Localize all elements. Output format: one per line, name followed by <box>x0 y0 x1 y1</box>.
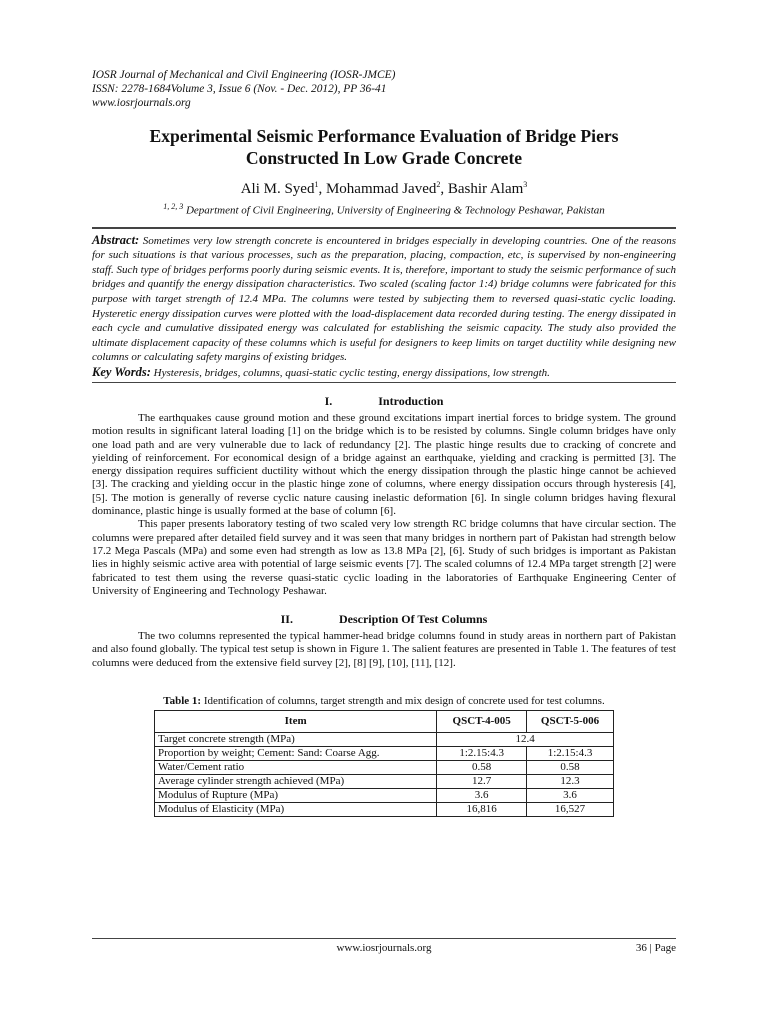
keywords <box>92 365 676 380</box>
affiliation <box>92 200 676 218</box>
footer-rule <box>92 938 676 939</box>
table-row <box>155 789 614 803</box>
table-cell: 3.6 <box>437 789 527 803</box>
abstract-top-rule <box>92 227 676 229</box>
author-2: , Mohammad Javed <box>318 181 437 197</box>
table-header-cell: QSCT-4-005 <box>437 711 527 733</box>
table-row <box>155 775 614 789</box>
paper-page <box>92 68 676 817</box>
footer-site[interactable]: www.iosrjournals.org <box>336 942 432 954</box>
table-cell: Modulus of Elasticity (MPa) <box>155 803 437 817</box>
journal-name: IOSR Journal of Mechanical and Civil Engineering (IOSR-JMCE) <box>92 69 396 81</box>
page-number: 36 | Page <box>635 942 676 954</box>
section-1-body <box>92 412 676 598</box>
author-list <box>92 176 676 198</box>
table-cell: 1:2.15:4.3 <box>437 747 527 761</box>
section-2-paragraph-1: The two columns represented the typical hammer-head bridge columns found in study areas in northern part of Pakistan and also found globally. The typical test setup is shown in Figure 1. The salient features are presented in Table 1. The features of test columns were deduced from the extensive field survey [2], [8] [9], [10], [11], [12]. <box>92 630 676 669</box>
section-2-heading <box>92 612 676 626</box>
table-cell: Water/Cement ratio <box>155 761 437 775</box>
journal-issn: ISSN: 2278-1684Volume 3, Issue 6 (Nov. - Dec. 2012), PP 36-41 <box>92 83 387 95</box>
journal-header <box>92 68 676 110</box>
section-1-paragraph-1: The earthquakes cause ground motion and these ground excitations impart inertial forces to bridge system. The ground motion results in significant lateral loading [1] on the bridge which is to be resisted by columns. Single column bridges have only one load path and are very vulnerable due to lack of redundancy [2]. The plastic hinge results due to cracking of concrete and yielding of reinforcement. For economical design of a bridge against an earthquake, yielding and cracking is permitted [3]. The energy dissipation requires sufficient ductility without which the energy dissipation through the plastic hinge cannot be achieved [3]. The cracking and yielding occur in the plastic hinge zone of columns, where energy dissipation occurs through hysteresis [4], [5]. The motion is generally of reverse cyclic nature causing inelastic deformation [6]. In single column bridges having flexural dominance, plastic hinge is usually formed at the base of column [6]. <box>92 412 676 518</box>
table-header-cell: Item <box>155 711 437 733</box>
table-cell: Proportion by weight; Cement: Sand: Coarse Agg. <box>155 747 437 761</box>
section-1-paragraph-2: This paper presents laboratory testing of two scaled very low strength RC bridge columns that have circular section. The columns were prepared after detailed field survey and it was seen that many bridges in northern part of Pakistan had strength below 17.2 Mega Pascals (MPa) and some even had strength as low as 13.8 MPa [2], [6]. Study of such bridges is important as Pakistan lies in highly seismic active area with potential of large seismic events [7]. The scaled columns of 12.4 MPa target strength [2] were fabricated to test them using the reverse quasi-static cyclic loading in the laboratories of Earthquake Engineering Center of University of Engineering and Technology Peshawar. <box>92 518 676 597</box>
table-cell: Modulus of Rupture (MPa) <box>155 789 437 803</box>
table-row <box>155 803 614 817</box>
author-3: , Bashir Alam <box>440 181 524 197</box>
affiliation-text: Department of Civil Engineering, University of Engineering & Technology Peshawar, Pakistan <box>183 204 605 217</box>
table-header-row <box>155 711 614 733</box>
title-line-1: Experimental Seismic Performance Evaluation of Bridge Piers <box>149 126 619 146</box>
table-cell: 16,527 <box>527 803 614 817</box>
author-2-sup: 2 <box>436 180 441 189</box>
table-1-caption-text: Identification of columns, target strength and mix design of concrete used for test columns. <box>201 695 605 708</box>
section-1-heading <box>92 394 676 408</box>
table-cell: 3.6 <box>527 789 614 803</box>
table-cell: 12.7 <box>437 775 527 789</box>
table-1-caption-label: Table 1: <box>163 695 202 708</box>
paper-title <box>92 125 676 169</box>
author-1-sup: 1 <box>314 180 319 189</box>
abstract-bottom-rule <box>92 382 676 383</box>
abstract-text: Sometimes very low strength concrete is encountered in bridges especially in developing countries. One of the reasons for such situations is that various processes, such as the preparation, placing, compaction, etc, is supervised by non-engineering staff. Such type of bridges performs poorly during seismic events. It is, therefore, important to study the seismic performance of such bridges and quantify the energy dissipation characteristics. Two scaled (scaling factor 1:4) bridge columns were fabricated for this purpose with target strength of 12.4 MPa. The columns were tested by subjecting them to reversed quasi-static cyclic loading. Hysteretic energy dissipation curves were plotted with the load-displacement data recorded during testing. The energy dissipated in each cycle and cumulative dissipated energy was calculated for establishing the seismic capacity. The study also provided the ultimate displacement capacity of these columns which is useful for designers to keep limits on target ductility while designing new columns or calculating safety margins of existing bridges. <box>92 234 676 364</box>
table-row <box>155 733 614 747</box>
section-2-body <box>92 630 676 670</box>
section-1-title: Introduction <box>378 394 444 408</box>
table-header-cell: QSCT-5-006 <box>527 711 614 733</box>
title-line-2: Constructed In Low Grade Concrete <box>245 148 523 168</box>
section-2-title: Description Of Test Columns <box>338 612 488 627</box>
abstract-label: Abstract: <box>92 232 140 247</box>
table-row <box>155 761 614 775</box>
table-cell: Average cylinder strength achieved (MPa) <box>155 775 437 789</box>
affiliation-sup: 1, 2, 3 <box>163 202 184 211</box>
table-cell: Target concrete strength (MPa) <box>155 733 437 747</box>
section-1-number: I. <box>324 394 333 408</box>
table-1 <box>154 710 614 817</box>
keywords-text: Hysteresis, bridges, columns, quasi-static cyclic testing, energy dissipations, low strength. <box>150 367 550 379</box>
author-3-sup: 3 <box>523 180 528 189</box>
table-cell: 0.58 <box>527 761 614 775</box>
table-cell: 0.58 <box>437 761 527 775</box>
table-1-caption <box>92 694 676 708</box>
table-cell: 1:2.15:4.3 <box>527 747 614 761</box>
journal-site[interactable]: www.iosrjournals.org <box>92 97 191 109</box>
abstract <box>92 233 676 365</box>
table-cell: 16,816 <box>437 803 527 817</box>
section-2-number: II. <box>280 612 293 627</box>
keywords-label: Key Words: <box>92 365 151 379</box>
table-cell: 12.3 <box>527 775 614 789</box>
table-row <box>155 747 614 761</box>
table-cell: 12.4 <box>437 733 614 747</box>
author-1: Ali M. Syed <box>240 181 315 197</box>
